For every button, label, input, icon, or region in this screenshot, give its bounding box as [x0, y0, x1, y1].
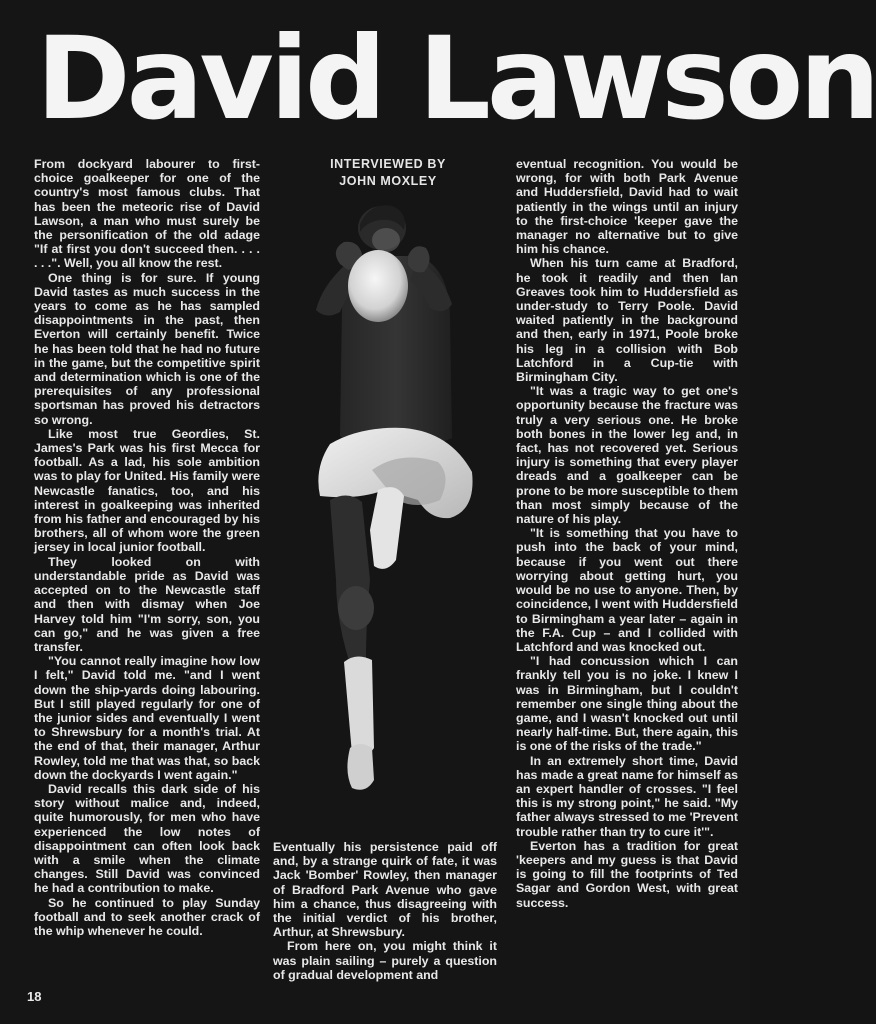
- right-glove: [408, 246, 430, 272]
- paragraph: When his turn came at Bradford, he took it readily and then Ian Greaves took him to Huddersfield as under-study to Terry Poole. David waited patiently in the background and then, early in 1971, Poole broke his leg in a collision with Bob Latchford in a Cup-tie with Birmingham City.: [516, 256, 738, 385]
- standing-leg: [330, 495, 370, 664]
- paragraph: From dockyard labourer to first-choice goalkeeper for one of the country's most famous clubs. That has been the meteoric rise of David Lawson, a man who must surely be the personification of the old adage "If at first you don't succeed then. . . . . . .". Well, you all know the rest.: [34, 157, 260, 271]
- byline: [300, 156, 476, 190]
- headline: David Lawson: [36, 12, 876, 145]
- article-column-3: [516, 157, 738, 910]
- paragraph: "I had concussion which I can frankly tell you is no joke. I knew I was in Birmingham, but I couldn't remember one single thing about the game, and I wasn't knocked out until nearly half-time. But, there again, this is one of the risks of the trade.": [516, 654, 738, 754]
- byline-label: INTERVIEWED BY: [330, 157, 446, 171]
- article-column-1: [34, 157, 260, 938]
- football-icon: [348, 250, 408, 322]
- paragraph: They looked on with understandable pride as David was accepted on to the Newcastle staff and then with dismay when Joe Harvey told him "I'm sorry, son, you can go," and he was given a free transfer.: [34, 554, 260, 654]
- page-number: 18: [27, 989, 42, 1004]
- paragraph: eventual recognition. You would be wrong, for with both Park Avenue and Huddersfield, David had to wait patiently in the wings until an injury to the first-choice 'keeper gave the manager no alternative but to give him his chance.: [516, 157, 738, 257]
- goalkeeper-photo: [300, 200, 490, 800]
- article-column-2: [273, 840, 497, 982]
- paragraph: So he continued to play Sunday football and to seek another crack of the whip whenever he could.: [34, 895, 260, 938]
- paragraph: Like most true Geordies, St. James's Park was his first Mecca for football. As a lad, his sole ambition was to play for United. His family were Newcastle fanatics, too, and his interest in goalkeeping was inherited from his father and encouraged by his brothers, all of whom wore the green jersey in local junior football.: [34, 426, 260, 555]
- paragraph: "It was a tragic way to get one's opportunity because the fracture was truly a very serious one. He broke both bones in the lower leg and, in fact, has not recovered yet. Serious injury is something that every player dreads and a goalkeeper can be prone to be more susceptible to them than most simply because of the nature of his play.: [516, 384, 738, 527]
- byline-author: JOHN MOXLEY: [339, 174, 437, 188]
- paragraph: "It is something that you have to push into the back of your mind, because if you went out there worrying about getting hurt, you would be no use to anyone. Then, by coincidence, I went with Huddersfield to Birmingham a year later – again in the F.A. Cup – and I collided with Latchford and was knocked out.: [516, 526, 738, 654]
- paragraph: "You cannot really imagine how low I felt," David told me. "and I went down the ship-yards doing labouring. But I still played regularly for one of the junior sides and eventually I went to Shrewsbury for a month's trial. At the end of that, their manager, Arthur Rowley, told me that was that, so back down the dockyards I went again.": [34, 654, 260, 782]
- paragraph: Eventually his persistence paid off and, by a strange quirk of fate, it was Jack 'Bomber' Rowley, then manager of Bradford Park Avenue who gave him a chance, thus disagreeing with the initial verdict of his brother, Arthur, at Shrewsbury.: [273, 840, 497, 940]
- paragraph: Everton has a tradition for great 'keepers and my guess is that David is going to fill the footprints of Ted Sagar and Gordon West, with great success.: [516, 838, 738, 910]
- paragraph: In an extremely short time, David has made a great name for himself as an expert handler of crosses. "I feel this is my strong point," he said. "My father always stressed to me 'Prevent trouble rather than try to cure it'".: [516, 753, 738, 839]
- paragraph: From here on, you might think it was plain sailing – purely a question of gradual development and: [273, 939, 497, 982]
- raised-leg: [370, 487, 404, 569]
- boot: [347, 744, 374, 790]
- paragraph: One thing is for sure. If young David tastes as much success in the years to come as he has sampled disappointments in the past, then Everton will certainly benefit. Twice he has been told that he had no future in the game, but the competitive spirit and determination which is one of the prerequisites of any professional sportsman has proved his detractors so wrong.: [34, 270, 260, 427]
- paragraph: David recalls this dark side of his story without malice and, indeed, quite humorously, for men who have experienced the low notes of disappointment can often look back with a smile when the climate changes. Still David was convinced he had a contribution to make.: [34, 781, 260, 896]
- standing-sock: [344, 656, 374, 756]
